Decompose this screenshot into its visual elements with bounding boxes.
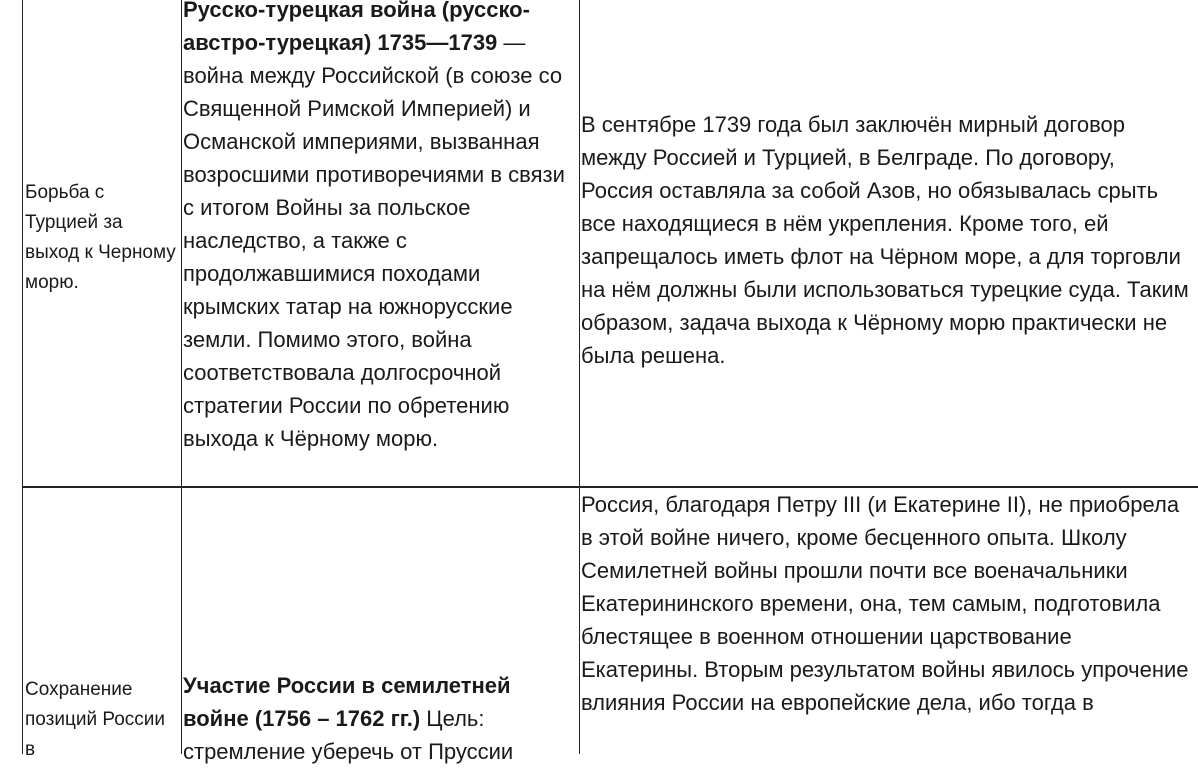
table-border-left xyxy=(22,0,23,754)
event-title: Участие России в семилетней войне (1756 – 1762 гг.) xyxy=(183,673,511,731)
topic-cell: Сохранение позиций России в xyxy=(25,679,165,760)
event-text: — война между Российской (в союзе со Священной Римской Империей) и Османской империями, вызванная возросшими противоречиями в связи с итогом Войны за польское наследство, а также с продолжавшимися походами крымских татар на южнорусские земли. Помимо этого, война соответствовала долгосрочной стратегии России по обретению выхода к Чёрному морю. xyxy=(183,30,565,451)
event-cell xyxy=(183,669,579,768)
topic-cell: Борьба с Турцией за выход к Черному морю. xyxy=(25,182,176,293)
event-title: Русско-турецкая война (русско-австро-турецкая) 1735—1739 xyxy=(183,0,530,55)
column-divider-2 xyxy=(579,0,580,754)
result-cell: В сентябре 1739 года был заключён мирный договор между Россией и Турцией, в Белграде. По договору, Россия оставляла за собой Азов, но обязывалась срыть все находящиеся в нём укрепления. Кроме того, ей запрещалось иметь флот на Чёрном море, а для торговли на нём должны были использоваться турецкие суда. Таким образом, задача выхода к Чёрному морю практически не была решена. xyxy=(581,112,1189,368)
result-cell: Россия, благодаря Петру III (и Екатерине II), не приобрела в этой войне ничего, кроме бесценного опыта. Школу Семилетней войны прошли почти все военачальники Екатерининского времени, она, тем самым, подготовила блестящее в военном отношении царствование Екатерины. Вторым результатом войны явилось упрочение влияния России на европейские дела, ибо тогда в xyxy=(581,492,1189,715)
column-divider-1 xyxy=(181,0,182,754)
event-cell xyxy=(183,0,579,455)
event-text: Цель: стремление уберечь от Пруссии xyxy=(183,706,514,764)
